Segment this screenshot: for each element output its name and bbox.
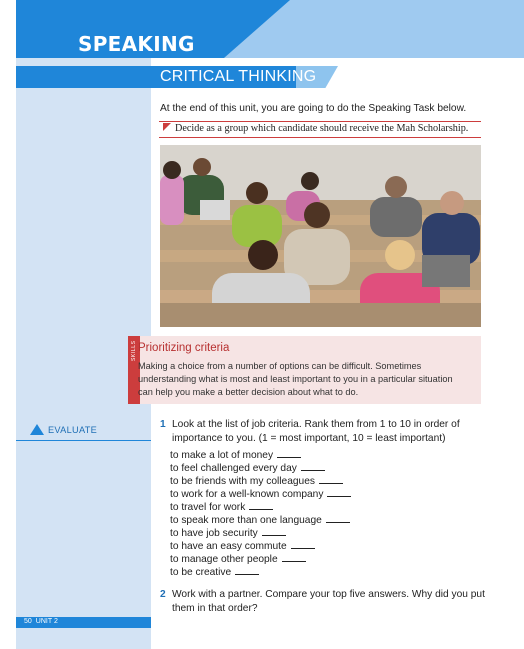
criterion-item: [170, 515, 350, 526]
left-sidebar-band: [16, 0, 151, 649]
skills-line: Making a choice from a number of options can be difficult. Sometimes: [138, 361, 422, 371]
criterion-item: [170, 528, 286, 539]
criterion-label: to speak more than one language: [170, 515, 322, 526]
criterion-label: to manage other people: [170, 554, 278, 565]
answer-blank[interactable]: [282, 561, 306, 562]
criterion-item: [170, 567, 259, 578]
task-corner-icon: [163, 123, 171, 131]
skills-box: [128, 336, 481, 404]
question-1-text: [172, 418, 460, 445]
speaking-task-banner: [159, 121, 481, 138]
evaluate-triangle-icon: [30, 424, 44, 435]
criterion-item: [170, 541, 315, 552]
criterion-label: to have job security: [170, 528, 258, 539]
criterion-label: to make a lot of money: [170, 450, 274, 461]
answer-blank[interactable]: [326, 522, 350, 523]
skills-line: understanding what is most and least important to you in a particular situation: [138, 374, 453, 384]
answer-blank[interactable]: [319, 483, 343, 484]
answer-blank[interactable]: [235, 574, 259, 575]
unit-label: UNIT 2: [35, 618, 58, 625]
answer-blank[interactable]: [277, 457, 301, 458]
skills-line: can help you make a better decision about what to do.: [138, 387, 359, 397]
criterion-label: to be creative: [170, 567, 232, 578]
answer-blank[interactable]: [301, 470, 325, 471]
criterion-item: [170, 463, 325, 474]
answer-blank[interactable]: [262, 535, 286, 536]
question-2-number: 2: [160, 589, 166, 600]
page-number: 50: [24, 618, 32, 625]
criterion-item: [170, 489, 351, 500]
page-footer: [24, 618, 58, 625]
criterion-label: to work for a well-known company: [170, 489, 324, 500]
answer-blank[interactable]: [327, 496, 351, 497]
criterion-label: to have an easy commute: [170, 541, 287, 552]
skills-tab-label: SKILLS: [131, 340, 137, 361]
answer-blank[interactable]: [291, 548, 315, 549]
classroom-photo-illustration: [160, 145, 481, 327]
skills-title: Prioritizing criteria: [138, 342, 230, 354]
speaking-task-text: Decide as a group which candidate should receive the Mah Scholarship.: [175, 123, 469, 134]
classroom-photo: [160, 145, 481, 327]
intro-text: At the end of this unit, you are going to do the Speaking Task below.: [160, 103, 467, 114]
header-light-panel: [224, 0, 524, 58]
evaluate-divider: [16, 440, 151, 441]
question-line: them in that order?: [172, 602, 258, 614]
question-line: Work with a partner. Compare your top five answers. Why did you put: [172, 589, 485, 600]
skills-text: [138, 360, 478, 399]
evaluate-label: EVALUATE: [48, 425, 98, 435]
criterion-label: to be friends with my colleagues: [170, 476, 315, 487]
criterion-item: [170, 554, 306, 565]
answer-blank[interactable]: [249, 509, 273, 510]
section-title: SPEAKING: [78, 32, 195, 56]
question-1-number: 1: [160, 419, 166, 430]
question-line: importance to you. (1 = most important, 10 = least important): [172, 432, 446, 444]
criterion-label: to feel challenged every day: [170, 463, 297, 474]
subsection-title: CRITICAL THINKING: [160, 68, 317, 85]
criterion-item: [170, 502, 273, 513]
criterion-item: [170, 450, 301, 461]
criterion-label: to travel for work: [170, 502, 246, 513]
criterion-item: [170, 476, 343, 487]
question-line: Look at the list of job criteria. Rank them from 1 to 10 in order of: [172, 419, 460, 430]
question-2-text: [172, 588, 485, 615]
